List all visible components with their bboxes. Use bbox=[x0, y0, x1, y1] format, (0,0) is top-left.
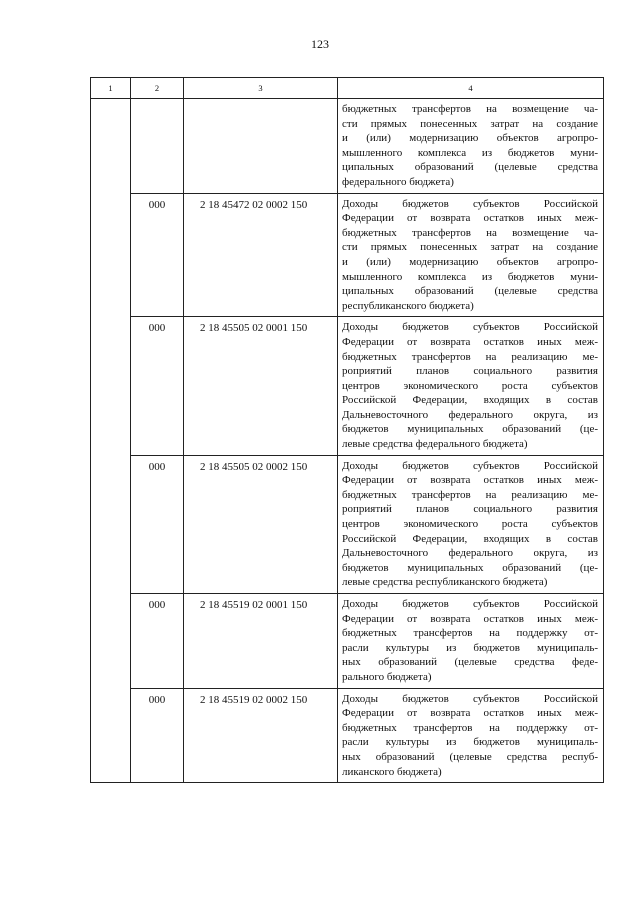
description-cell bbox=[338, 193, 604, 317]
admin-code-cell: 000 bbox=[131, 317, 184, 455]
description-line: Доходы бюджетов субъектов Российской bbox=[342, 459, 598, 472]
header-col-4: 4 bbox=[338, 78, 604, 99]
description-line: левые средства республиканского бюджета) bbox=[342, 576, 548, 589]
description-line: ликанского бюджета) bbox=[342, 765, 442, 778]
description-line: бюджетных трансфертов на возмещение ча- bbox=[342, 226, 598, 239]
description-line: бюджетных трансфертов на поддержку от- bbox=[342, 627, 598, 640]
description-line: бюджетов муниципальных образований (це- bbox=[342, 423, 598, 436]
table-body bbox=[91, 78, 604, 783]
table-row bbox=[91, 688, 604, 783]
col-1-cell bbox=[91, 99, 131, 783]
description-line: Дальневосточного федерального округа, из bbox=[342, 547, 598, 560]
description-line: Федерации от возврата остатков иных меж- bbox=[342, 212, 598, 225]
admin-code-cell: 000 bbox=[131, 594, 184, 689]
description-line: бюджетных трансфертов на реализацию ме- bbox=[342, 350, 598, 363]
description-line: республиканского бюджета) bbox=[342, 299, 474, 312]
description-line: сти прямых понесенных затрат на создание bbox=[342, 117, 598, 130]
budget-code-cell: 2 18 45519 02 0002 150 bbox=[184, 688, 338, 783]
description-line: и (или) модернизацию объектов агропро- bbox=[342, 255, 598, 268]
description-line: бюджетов муниципальных образований (це- bbox=[342, 561, 598, 574]
table-row bbox=[91, 193, 604, 317]
description-line: мышленного комплекса из бюджетов муни- bbox=[342, 270, 598, 283]
description-line: бюджетных трансфертов на реализацию ме- bbox=[342, 488, 598, 501]
description-line: бюджетных трансфертов на возмещение ча- bbox=[342, 103, 598, 115]
header-col-1: 1 bbox=[91, 78, 131, 99]
budget-table bbox=[90, 77, 604, 783]
description-line: Доходы бюджетов субъектов Российской bbox=[342, 197, 598, 210]
budget-code-cell: 2 18 45472 02 0002 150 bbox=[184, 193, 338, 317]
description-line: роприятий планов социального развития bbox=[342, 365, 598, 378]
description-line: левые средства федерального бюджета) bbox=[342, 438, 528, 451]
table-header-row bbox=[91, 78, 604, 99]
admin-code-cell: 000 bbox=[131, 455, 184, 593]
header-col-2: 2 bbox=[131, 78, 184, 99]
description-line: Российской Федерации, входящих в состав bbox=[342, 532, 598, 545]
description-line: центров экономического роста субъектов bbox=[342, 379, 598, 392]
description-line: расли культуры из бюджетов муниципаль- bbox=[342, 641, 598, 654]
description-line: мышленного комплекса из бюджетов муни- bbox=[342, 146, 598, 159]
description-cell bbox=[338, 594, 604, 689]
description-line: Федерации от возврата остатков иных меж- bbox=[342, 707, 598, 720]
description-line: Доходы бюджетов субъектов Российской bbox=[342, 321, 598, 334]
description-line: Федерации от возврата остатков иных меж- bbox=[342, 335, 598, 348]
budget-code-cell bbox=[184, 99, 338, 194]
description-line: ных образований (целевые средства феде- bbox=[342, 656, 598, 669]
description-line: роприятий планов социального развития bbox=[342, 503, 598, 516]
table-row bbox=[91, 594, 604, 689]
description-line: ципальных образований (целевые средства bbox=[342, 161, 598, 174]
description-line: расли культуры из бюджетов муниципаль- bbox=[342, 736, 598, 749]
admin-code-cell bbox=[131, 99, 184, 194]
description-line: бюджетных трансфертов на поддержку от- bbox=[342, 721, 598, 734]
description-line: центров экономического роста субъектов bbox=[342, 518, 598, 531]
description-cell bbox=[338, 317, 604, 455]
description-line: Федерации от возврата остатков иных меж- bbox=[342, 474, 598, 487]
budget-code-cell: 2 18 45505 02 0002 150 bbox=[184, 455, 338, 593]
admin-code-cell: 000 bbox=[131, 688, 184, 783]
description-line: ных образований (целевые средства респуб- bbox=[342, 750, 598, 763]
table-row bbox=[91, 455, 604, 593]
admin-code-cell: 000 bbox=[131, 193, 184, 317]
description-line: и (или) модернизацию объектов агропро- bbox=[342, 132, 598, 145]
header-col-3: 3 bbox=[184, 78, 338, 99]
description-cell bbox=[338, 455, 604, 593]
description-line: ципальных образований (целевые средства bbox=[342, 285, 598, 298]
budget-code-cell: 2 18 45519 02 0001 150 bbox=[184, 594, 338, 689]
description-cell bbox=[338, 688, 604, 783]
description-line: Дальневосточного федерального округа, из bbox=[342, 408, 598, 421]
table-row bbox=[91, 317, 604, 455]
description-line: Федерации от возврата остатков иных меж- bbox=[342, 612, 598, 625]
table-row bbox=[91, 99, 604, 194]
page-number: 123 bbox=[311, 37, 329, 51]
description-line: Российской Федерации, входящих в состав bbox=[342, 394, 598, 407]
description-line: федерального бюджета) bbox=[342, 175, 454, 188]
budget-code-cell: 2 18 45505 02 0001 150 bbox=[184, 317, 338, 455]
description-line: Доходы бюджетов субъектов Российской bbox=[342, 692, 598, 705]
description-cell bbox=[338, 99, 604, 194]
description-line: Доходы бюджетов субъектов Российской bbox=[342, 598, 598, 610]
description-line: рального бюджета) bbox=[342, 670, 432, 683]
description-line: сти прямых понесенных затрат на создание bbox=[342, 241, 598, 254]
